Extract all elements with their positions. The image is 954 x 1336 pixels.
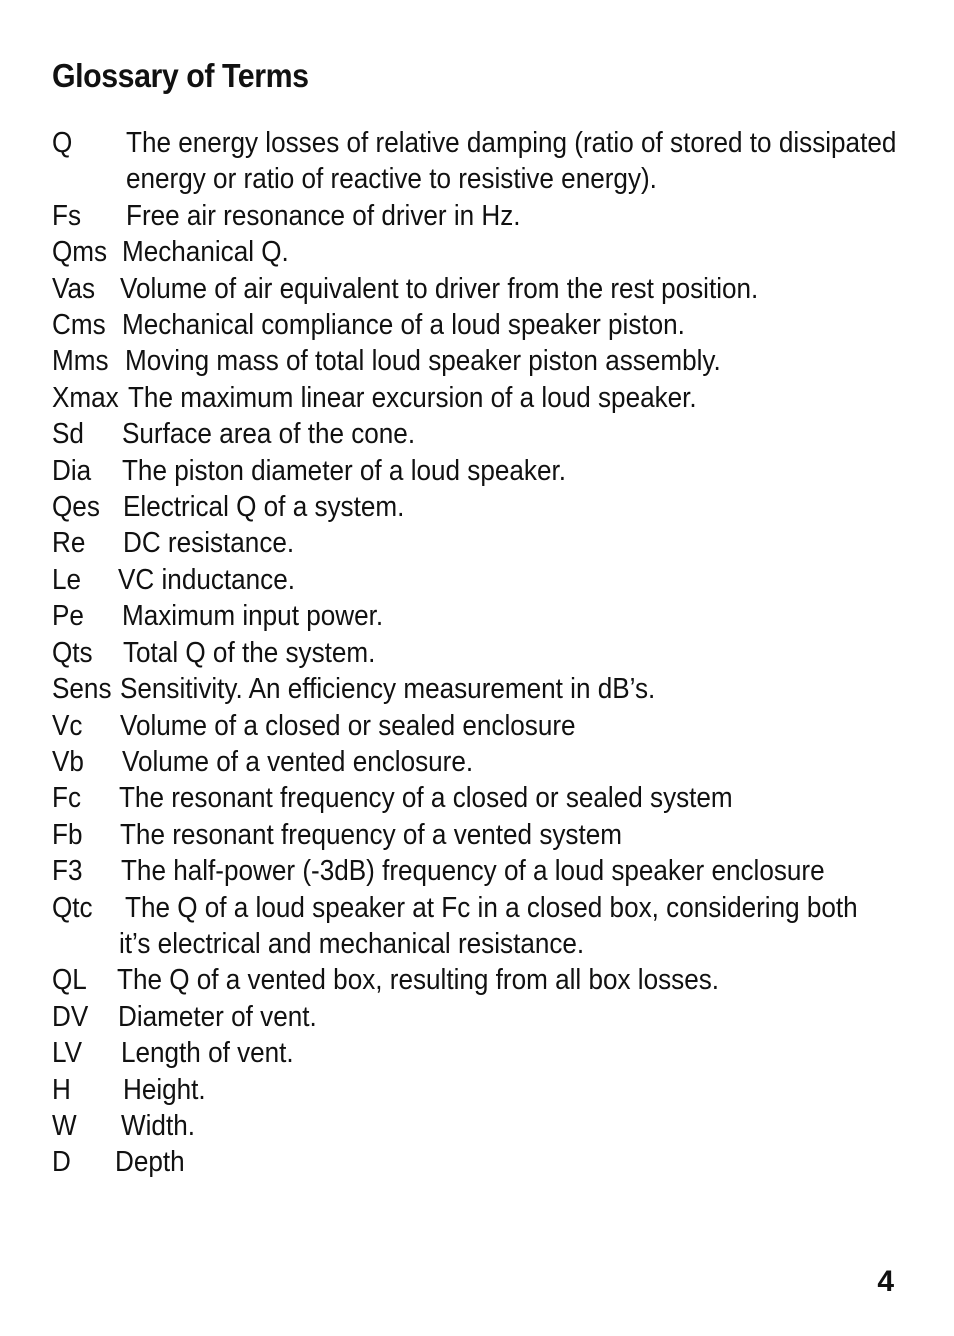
term-definition — [52, 307, 916, 343]
definition-line: Free air resonance of driver in Hz. — [125, 199, 521, 232]
term-abbreviation: H — [52, 1073, 71, 1106]
term-abbreviation: QL — [52, 964, 87, 997]
term-definition — [52, 708, 916, 744]
term-abbreviation: Le — [52, 563, 82, 596]
term-abbreviation: F3 — [52, 855, 83, 888]
term-definition — [52, 962, 916, 998]
term-definition — [52, 744, 916, 780]
term-abbreviation: Vb — [52, 745, 84, 778]
term-abbreviation: Qms — [52, 236, 108, 269]
term-abbreviation: Fb — [52, 818, 83, 851]
definition-line: The Q of a vented box, resulting from all box losses. — [116, 964, 720, 997]
glossary-entry — [52, 234, 916, 270]
term-abbreviation: Re — [52, 527, 86, 560]
page-title: Glossary of Terms — [52, 57, 309, 94]
definition-line: it’s electrical and mechanical resistance. — [118, 927, 585, 960]
term-abbreviation: Qes — [52, 491, 100, 524]
definition-line: Depth — [115, 1146, 185, 1179]
definition-line: Length of vent. — [120, 1037, 294, 1070]
definition-line: Height. — [122, 1073, 206, 1106]
term-definition — [52, 453, 916, 489]
glossary-entry — [52, 1108, 916, 1144]
definition-line: Maximum input power. — [121, 600, 384, 633]
term-definition — [52, 780, 916, 816]
definition-line: Mechanical Q. — [121, 236, 289, 269]
glossary-entry — [52, 1072, 916, 1108]
term-abbreviation: Cms — [52, 309, 106, 342]
term-abbreviation: Fs — [52, 199, 81, 232]
term-definition — [52, 234, 916, 270]
term-definition — [52, 416, 916, 452]
term-abbreviation: Xmax — [52, 381, 119, 414]
glossary-entry — [52, 853, 916, 889]
glossary-entry — [52, 744, 916, 780]
definition-line: The maximum linear excursion of a loud speaker. — [127, 381, 697, 414]
definition-line: The resonant frequency of a closed or sealed system — [118, 782, 733, 815]
glossary-entry — [52, 416, 916, 452]
term-definition — [52, 817, 916, 853]
term-abbreviation: Qts — [52, 636, 93, 669]
term-definition — [52, 562, 916, 598]
glossary-entry — [52, 198, 916, 234]
term-definition — [52, 380, 916, 416]
definition-line: Total Q of the system. — [122, 636, 376, 669]
term-abbreviation: Mms — [52, 345, 109, 378]
term-definition — [52, 999, 916, 1035]
glossary-entry — [52, 671, 916, 707]
glossary-entry — [52, 635, 916, 671]
glossary-entry — [52, 343, 916, 379]
definition-line: Diameter of vent. — [117, 1000, 317, 1033]
term-abbreviation: Fc — [52, 782, 81, 815]
term-definition — [52, 1108, 916, 1144]
term-definition — [52, 525, 916, 561]
definition-line: Volume of air equivalent to driver from the rest position. — [119, 272, 759, 305]
glossary-list — [52, 125, 932, 1181]
term-abbreviation: Vc — [52, 709, 83, 742]
term-definition — [52, 1072, 916, 1108]
definition-line: Width. — [120, 1109, 195, 1142]
glossary-entry — [52, 708, 916, 744]
glossary-entry — [52, 962, 916, 998]
glossary-entry — [52, 1144, 916, 1180]
term-definition — [52, 343, 916, 379]
term-definition — [52, 1144, 916, 1180]
term-abbreviation: W — [52, 1109, 77, 1142]
glossary-entry — [52, 525, 916, 561]
glossary-entry — [52, 1035, 916, 1071]
term-abbreviation: LV — [52, 1037, 82, 1070]
term-definition — [52, 853, 916, 889]
definition-line: Moving mass of total loud speaker piston assembly. — [124, 345, 721, 378]
term-definition — [52, 671, 916, 707]
glossary-entry — [52, 380, 916, 416]
term-abbreviation: Qtc — [52, 891, 93, 924]
page-number: 4 — [877, 1265, 894, 1298]
term-definition — [52, 489, 916, 525]
term-definition — [52, 598, 916, 634]
term-abbreviation: Sens — [52, 673, 112, 706]
definition-line: Volume of a closed or sealed enclosure — [119, 709, 576, 742]
definition-line: DC resistance. — [122, 527, 295, 560]
term-abbreviation: Dia — [52, 454, 92, 487]
term-definition — [52, 198, 916, 234]
term-abbreviation: D — [52, 1146, 71, 1179]
glossary-entry — [52, 999, 916, 1035]
definition-line: VC inductance. — [117, 563, 296, 596]
definition-line: Volume of a vented enclosure. — [121, 745, 474, 778]
term-abbreviation: DV — [52, 1000, 89, 1033]
definition-line: Mechanical compliance of a loud speaker piston. — [121, 309, 685, 342]
term-definition — [52, 890, 916, 963]
term-definition — [52, 635, 916, 671]
term-abbreviation: Q — [52, 127, 73, 159]
definition-line: Surface area of the cone. — [121, 418, 416, 451]
glossary-entry — [52, 453, 916, 489]
term-definition — [52, 125, 916, 198]
term-abbreviation: Vas — [52, 272, 96, 305]
term-definition — [52, 1035, 916, 1071]
definition-line: Electrical Q of a system. — [122, 491, 405, 524]
definition-line: The half-power (-3dB) frequency of a loud speaker enclosure — [120, 855, 825, 888]
glossary-entry — [52, 562, 916, 598]
definition-line: energy or ratio of reactive to resistive energy). — [125, 163, 657, 196]
term-definition — [52, 271, 916, 307]
glossary-entry — [52, 890, 916, 963]
glossary-entry — [52, 489, 916, 525]
glossary-entry — [52, 780, 916, 816]
glossary-entry — [52, 817, 916, 853]
glossary-entry — [52, 307, 916, 343]
definition-line: The energy losses of relative damping (ratio of stored to dissipated — [125, 127, 897, 159]
definition-line: The piston diameter of a loud speaker. — [121, 454, 566, 487]
definition-line: The resonant frequency of a vented system — [119, 818, 622, 851]
term-abbreviation: Pe — [52, 600, 84, 633]
glossary-entry — [52, 271, 916, 307]
definition-line: Sensitivity. An efficiency measurement in dB’s. — [119, 673, 656, 706]
glossary-entry — [52, 125, 916, 198]
term-abbreviation: Sd — [52, 418, 84, 451]
glossary-entry — [52, 598, 916, 634]
definition-line: The Q of a loud speaker at Fc in a closed box, considering both — [124, 891, 858, 924]
